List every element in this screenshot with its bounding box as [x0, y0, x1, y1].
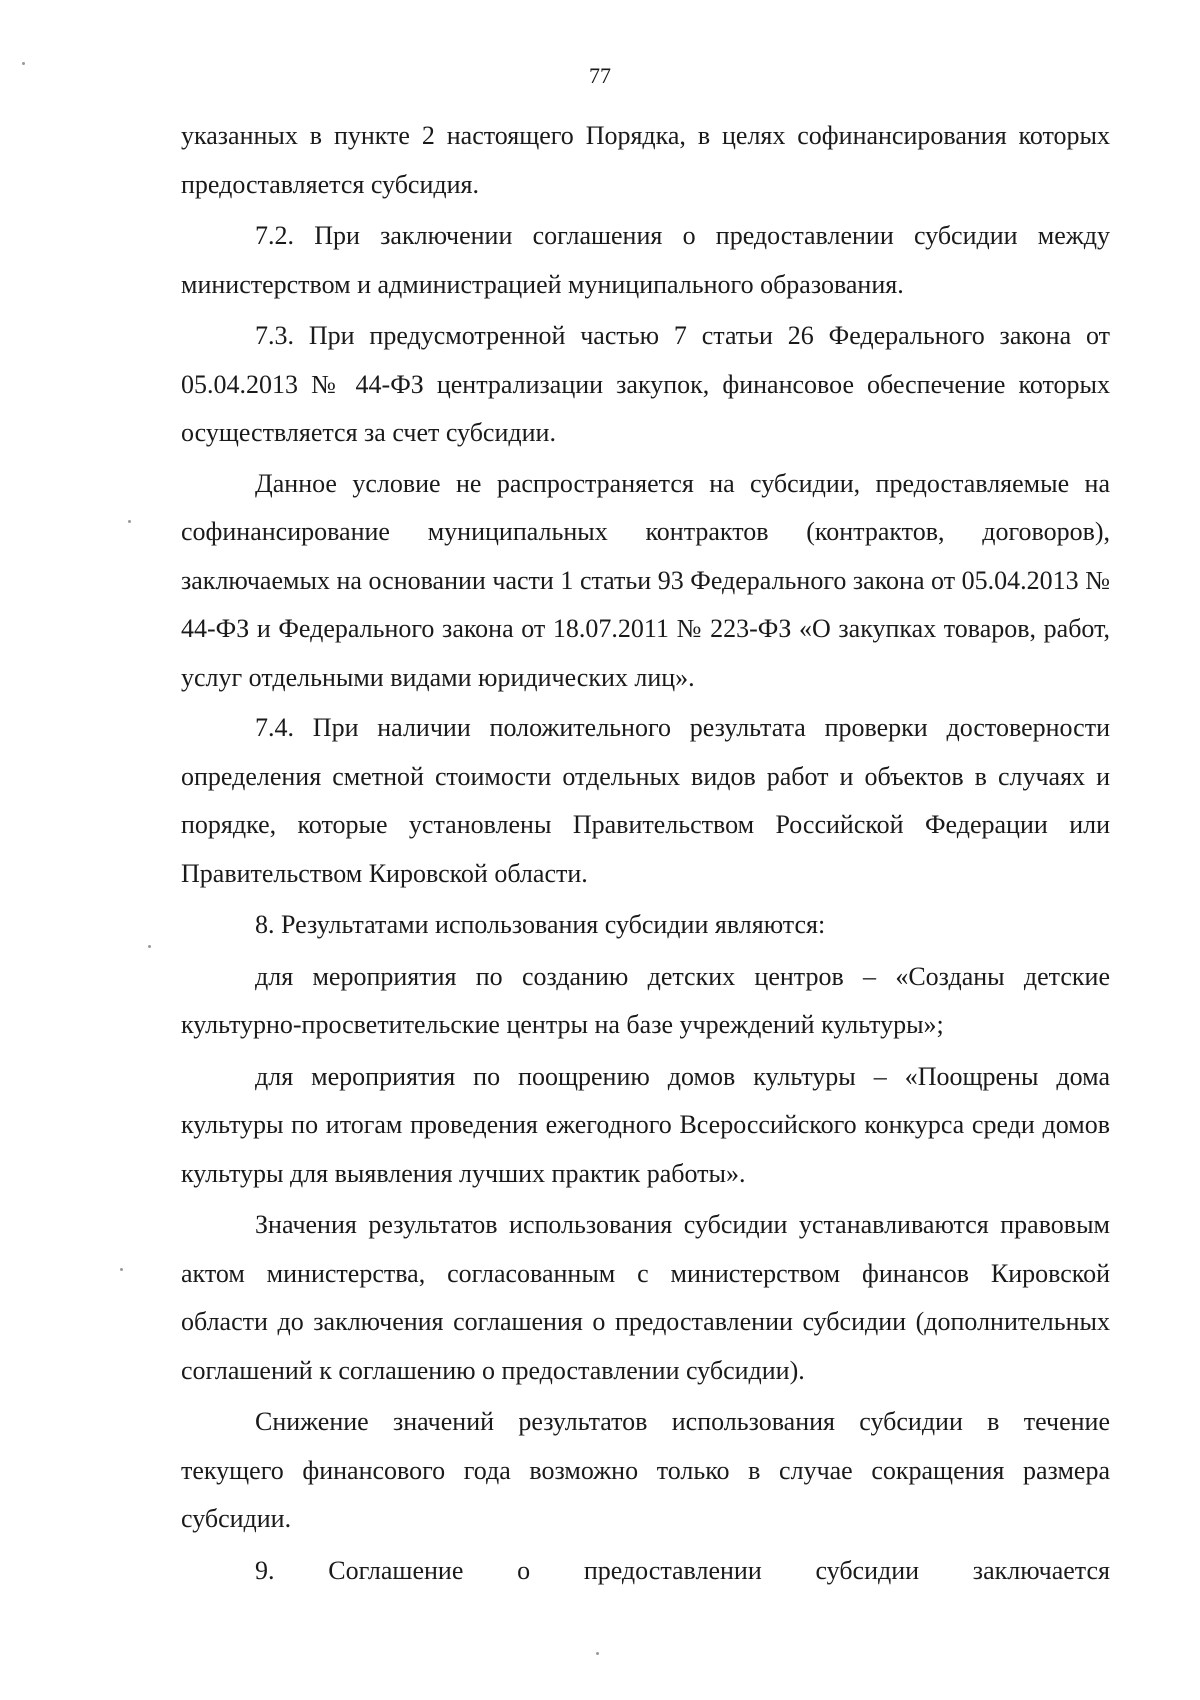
paragraph-7-3: 7.3. При предусмотренной частью 7 статьи 26 Федерального закона от 05.04.2013 № 44-ФЗ централизации закупок, финансовое обеспечение которых осуществляется за счет субсидии.: [181, 321, 1110, 447]
paragraph-result-children-centers: для мероприятия по созданию детских центров – «Созданы детские культурно-просветительские центры на базе учреждений культуры»;: [181, 961, 1110, 1039]
scan-speck: [22, 62, 25, 65]
document-body: [181, 112, 1110, 1595]
scan-speck: [596, 1652, 599, 1655]
paragraph-continuation: указанных в пункте 2 настоящего Порядка, в целях софинансирования которых предоставляется субсидия.: [181, 121, 1110, 199]
page-number: 77: [589, 63, 611, 88]
paragraph-result-values: Значения результатов использования субсидии устанавливаются правовым актом министерства, согласованным с министерством финансов Кировской области до заключения соглашения о предоставлении субсидии (дополнительных соглашений к соглашению о предоставлении субсидии).: [181, 1210, 1110, 1385]
paragraph-result-reduction: Снижение значений результатов использования субсидии в течение текущего финансового года возможно только в случае сокращения размера субсидии.: [181, 1407, 1110, 1533]
paragraph-result-culture-houses: для мероприятия по поощрению домов культуры – «Поощрены дома культуры по итогам проведения ежегодного Всероссийского конкурса среди домов культуры для выявления лучших практик работы».: [181, 1061, 1110, 1188]
paragraph-8: 8. Результатами использования субсидии являются:: [255, 910, 826, 939]
paragraph-7-4: 7.4. При наличии положительного результата проверки достоверности определения сметной стоимости отдельных видов работ и объектов в случаях и порядке, которые установлены Правительством Российской Федерации или Правительством Кировской области.: [181, 713, 1110, 888]
paragraph-7-2: 7.2. При заключении соглашения о предоставлении субсидии между министерством и администрацией муниципального образования.: [181, 221, 1110, 299]
paragraph-exception: Данное условие не распространяется на субсидии, предоставляемые на софинансирование муниципальных контрактов (контрактов, договоров), заключаемых на основании части 1 статьи 93 Федерального закона от 05.04.2013 № 44-ФЗ и Федерального закона от 18.07.2011 № 223-ФЗ «О закупках товаров, работ, услуг отдельными видами юридических лиц».: [181, 468, 1110, 692]
paragraph-9: 9. Соглашение о предоставлении субсидии заключается: [255, 1555, 1110, 1585]
scan-speck: [148, 945, 151, 948]
scan-speck: [120, 1268, 123, 1271]
scan-speck: [128, 520, 131, 523]
